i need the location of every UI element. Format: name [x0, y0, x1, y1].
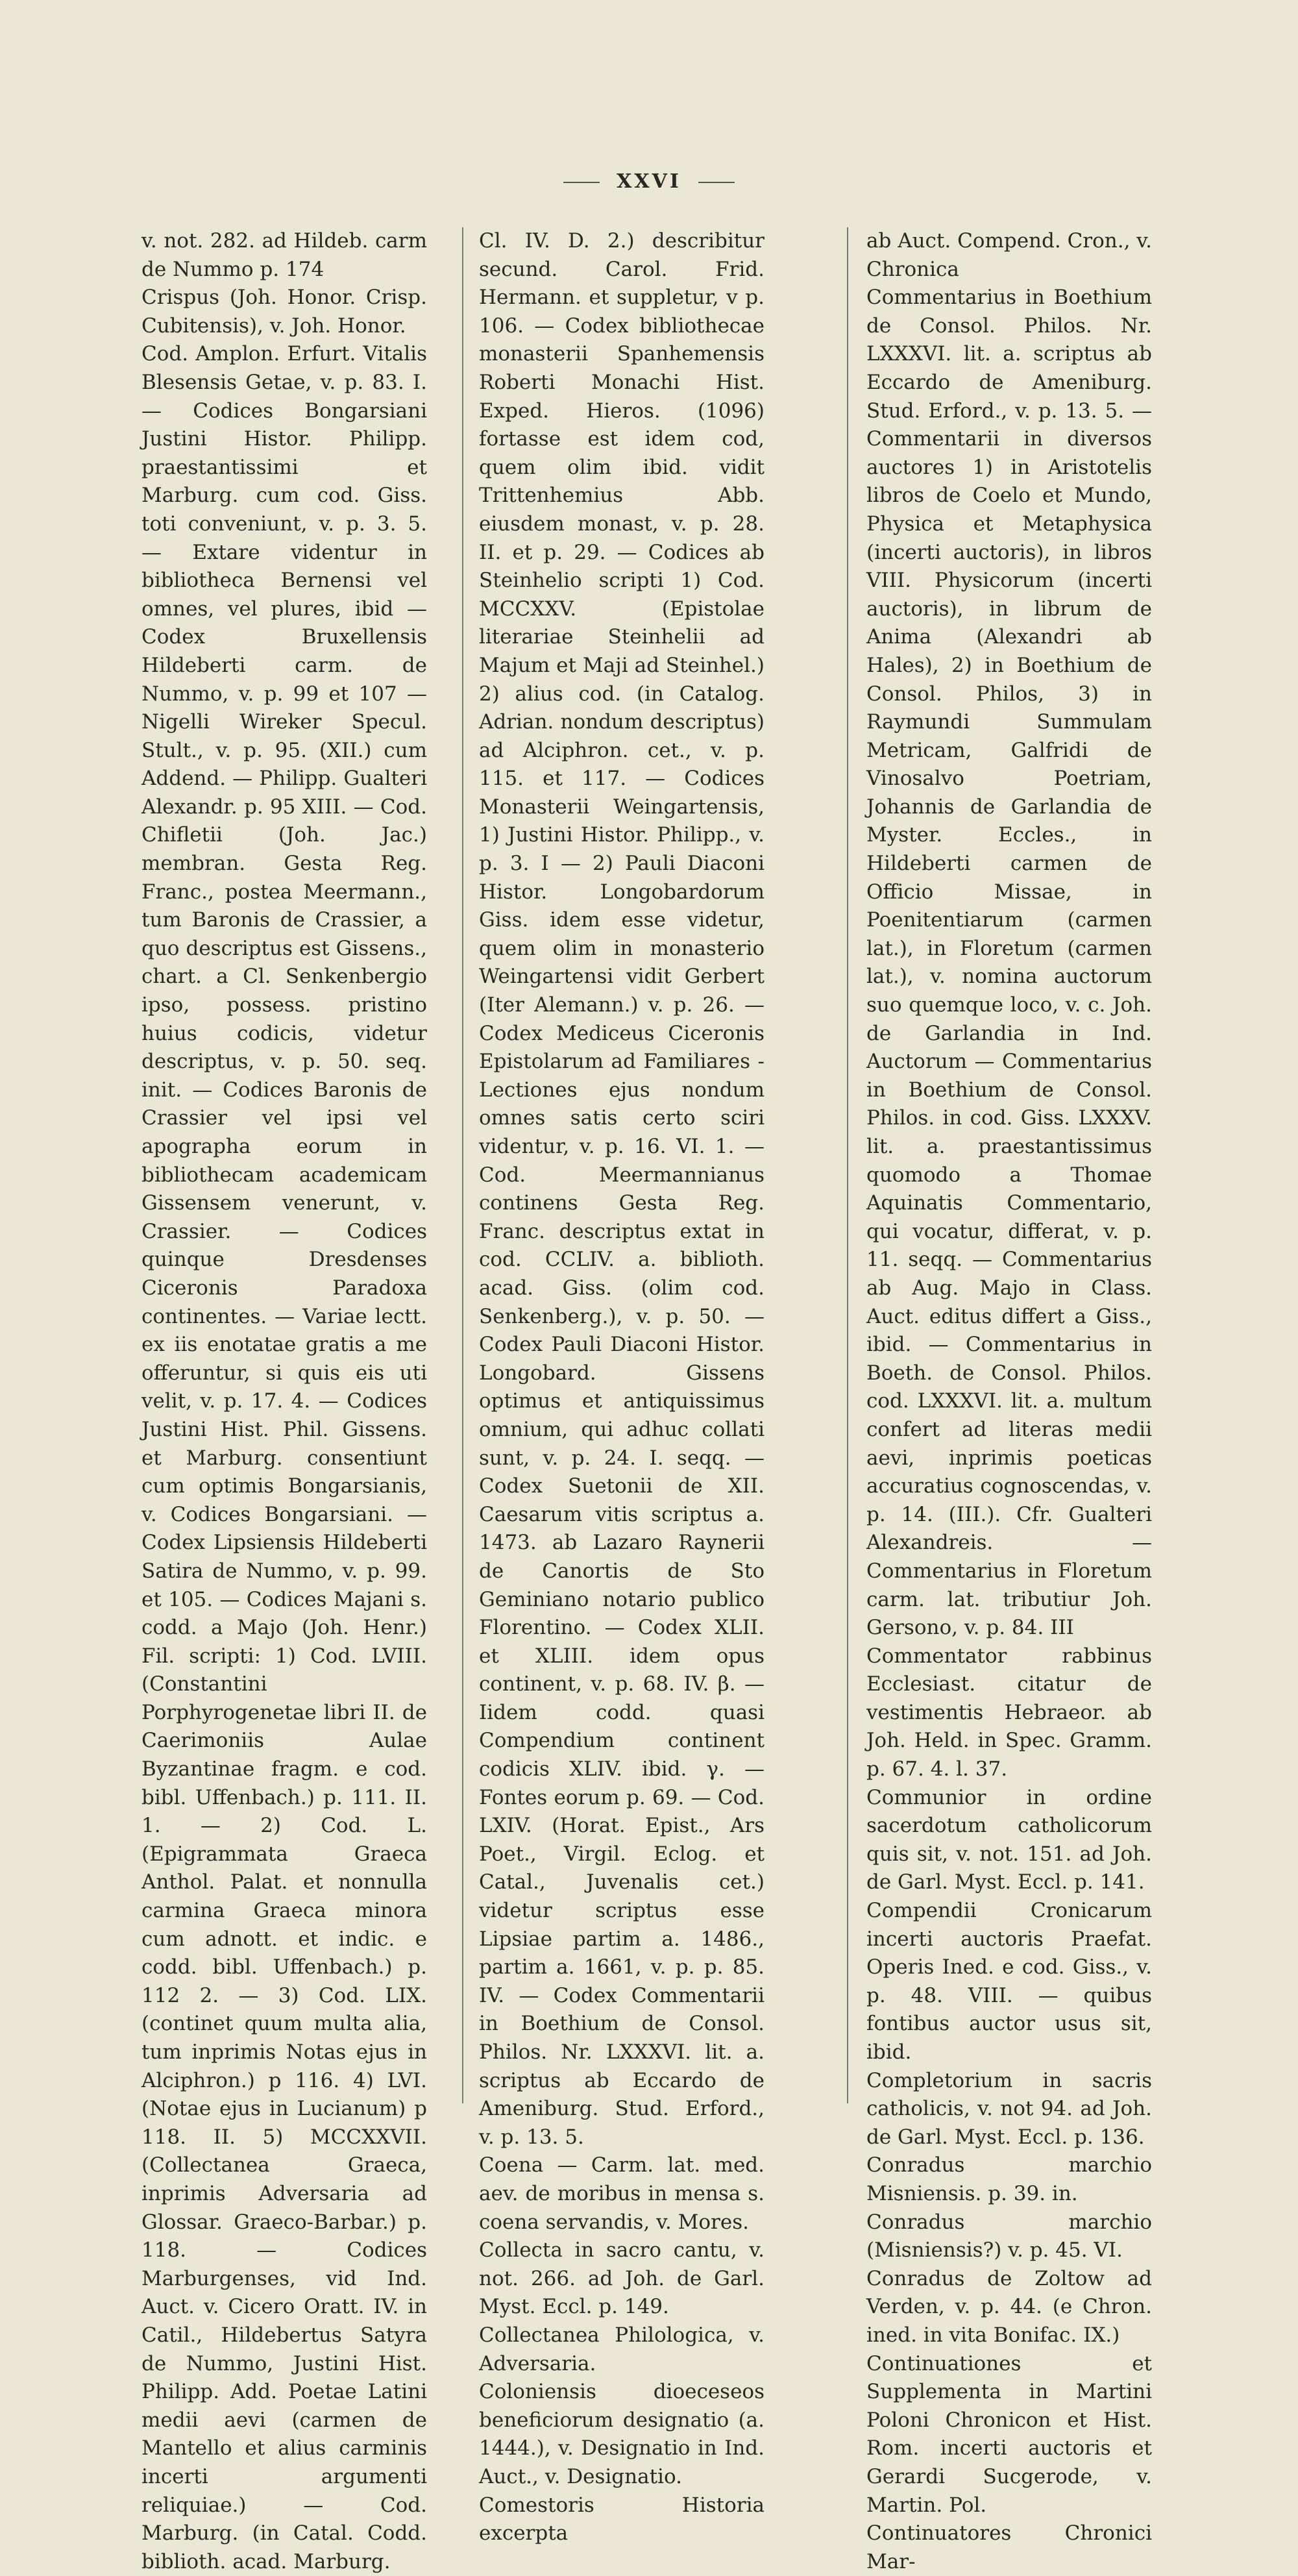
- header-rule-left: [563, 182, 600, 183]
- index-column-3: ab Auct. Compend. Cron., v. Chronica Commentarius in Boethium de Consol. Philos. Nr. LXXXVI. lit. a. scriptus ab Eccardo de Ameniburg. Stud. Erford., v. p. 13. 5. — Commentarii in diversos auctores 1) in Aristotelis libros de Coelo et Mundo, Physica et Metaphysica (incerti auctoris), in libros VIII. Physicorum (incerti auctoris), in librum de Anima (Alexandri ab Hales), 2) in Boethium de Consol. Philos, 3) in Raymundi Summulam Metricam, Galfridi de Vinosalvo Poetriam, Johannis de Garlandia de Myster. Eccles., in Hildeberti carmen de Officio Missae, in Poenitentiarum (carmen lat.), in Floretum (carmen lat.), v. nomina auctorum suo quemque loco, v. c. Joh. de Garlandia in Ind. Auctorum — Commentarius in Boethium de Consol. Philos. in cod. Giss. LXXXV. lit. a. praestantissimus quomodo a Thomae Aquinatis Commentario, qui vocatur, differat, v. p. 11. seqq. — Commentarius ab Aug. Majo in Class. Auct. editus differt a Giss., ibid. — Commentarius in Boeth. de Consol. Philos. cod. LXXXVI. lit. a. multum confert ad literas medii aevi, inprimis poeticas accuratius cognoscendas, v. p. 14. (III.). Cfr. Gualteri Alexandreis. — Commentarius in Floretum carm. lat. tributiur Joh. Gersono, v. p. 84. III Commentator rabbinus Ecclesiast. citatur de vestimentis Hebraeor. ab Joh. Held. in Spec. Gramm. p. 67. 4. l. 37. Communior in ordine sacerdotum catholicorum quis sit, v. not. 151. ad Joh. de Garl. Myst. Eccl. p. 141. Compendii Cronicarum incerti auctoris Praefat. Operis Ined. e cod. Giss., v. p. 48. VIII. — quibus fontibus auctor usus sit, ibid. Completorium in sacris catholicis, v. not 94. ad Joh. de Garl. Myst. Eccl. p. 136. Conradus marchio Misniensis. p. 39. in. Conradus marchio (Misniensis?) v. p. 45. VI. Conradus de Zoltow ad Verden, v. p. 44. (e Chron. ined. in vita Bonifac. IX.) Continuationes et Supplementa in Martini Poloni Chronicon et Hist. Rom. incerti auctoris et Gerardi Sucgerode, v. Martin. Pol. Continuatores Chronici Mar-: [866, 229, 1152, 2573]
- page-number: XXVI: [617, 170, 681, 193]
- index-column-2: Cl. IV. D. 2.) describitur secund. Carol. Frid. Hermann. et suppletur, v p. 106. — Codex bibliothecae monasterii Spanhemensis Roberti Monachi Hist. Exped. Hieros. (1096) fortasse est idem cod, quem olim ibid. vidit Trittenhemius Abb. eiusdem monast, v. p. 28. II. et p. 29. — Codices ab Steinhelio scripti 1) Cod. MCCXXV. (Epistolae literariae Steinhelii ad Majum et Maji ad Steinhel.) 2) alius cod. (in Catalog. Adrian. nondum descriptus) ad Alciphron. cet., v. p. 115. et 117. — Codices Monasterii Weingartensis, 1) Justini Histor. Philipp., v. p. 3. I — 2) Pauli Diaconi Histor. Longobardorum Giss. idem esse videtur, quem olim in monasterio Weingartensi vidit Gerbert (Iter Alemann.) v. p. 26. — Codex Mediceus Ciceronis Epistolarum ad Familiares - Lectiones ejus nondum omnes satis certo sciri videntur, v. p. 16. VI. 1. — Cod. Meermannianus continens Gesta Reg. Franc. descriptus extat in cod. CCLIV. a. biblioth. acad. Giss. (olim cod. Senkenberg.), v. p. 50. — Codex Pauli Diaconi Histor. Longobard. Gissens optimus et antiquissimus omnium, qui adhuc collati sunt, v. p. 24. I. seqq. — Codex Suetonii de XII. Caesarum vitis scriptus a. 1473. ab Lazaro Raynerii de Canortis de Sto Geminiano notario publico Florentino. — Codex XLII. et XLIII. idem opus continent, v. p. 68. IV. β. — Iidem codd. quasi Compendium continent codicis XLIV. ibid. γ. — Fontes eorum p. 69. — Cod. LXIV. (Horat. Epist., Ars Poet., Virgil. Eclog. et Catal., Juvenalis cet.) videtur scriptus esse Lipsiae partim a. 1486., partim a. 1661, v. p. p. 85. IV. — Codex Commentarii in Boethium de Consol. Philos. Nr. LXXXVI. lit. a. scriptus ab Eccardo de Ameniburg. Stud. Erford., v. p. 13. 5. Coena — Carm. lat. med. aev. de moribus in mensa s. coena servandis, v. Mores. Collecta in sacro cantu, v. not. 266. ad Joh. de Garl. Myst. Eccl. p. 149. Collectanea Philologica, v. Adversaria. Coloniensis dioeceseos beneficiorum designatio (a. 1444.), v. Designatio in Ind. Auct., v. Designatio. Comestoris Historia excerpta: [479, 229, 765, 2545]
- index-column-1: v. not. 282. ad Hildeb. carm de Nummo p. 174 Crispus (Joh. Honor. Crisp. Cubitensis), v. Joh. Honor. Cod. Amplon. Erfurt. Vitalis Blesensis Getae, v. p. 83. I. — Codices Bongarsiani Justini Histor. Philipp. praestantissimi et Marburg. cum cod. Giss. toti conveniunt, v. p. 3. 5. — Extare videntur in bibliotheca Bernensi vel omnes, vel plures, ibid — Codex Bruxellensis Hildeberti carm. de Nummo, v. p. 99 et 107 — Nigelli Wireker Specul. Stult., v. p. 95. (XII.) cum Addend. — Philipp. Gualteri Alexandr. p. 95 XIII. — Cod. Chifletii (Joh. Jac.) membran. Gesta Reg. Franc., postea Meermann., tum Baronis de Crassier, a quo descriptus est Gissens., chart. a Cl. Senkenbergio ipso, possess. pristino huius codicis, videtur descriptus, v. p. 50. seq. init. — Codices Baronis de Crassier vel ipsi vel apographa eorum in bibliothecam academicam Gissensem venerunt, v. Crassier. — Codices quinque Dresdenses Ciceronis Paradoxa continentes. — Variae lectt. ex iis enotatae gratis a me offeruntur, si quis eis uti velit, v. p. 17. 4. — Codices Justini Hist. Phil. Gissens. et Marburg. consentiunt cum optimis Bongarsianis, v. Codices Bongarsiani. — Codex Lipsiensis Hildeberti Satira de Nummo, v. p. 99. et 105. — Codices Majani s. codd. a Majo (Joh. Henr.) Fil. scripti: 1) Cod. LVIII. (Constantini Porphyrogenetae libri II. de Caerimoniis Aulae Byzantinae fragm. e cod. bibl. Uffenbach.) p. 111. II. 1. — 2) Cod. L. (Epigrammata Graeca Anthol. Palat. et nonnulla carmina Graeca minora cum adnott. et indic. e codd. bibl. Uffenbach.) p. 112 2. — 3) Cod. LIX. (continet quum multa alia, tum inprimis Notas ejus in Alciphron.) p 116. 4) LVI. (Notae ejus in Lucianum) p 118. II. 5) MCCXXVII. (Collectanea Graeca, inprimis Adversaria ad Glossar. Graeco-Barbar.) p. 118. — Codices Marburgenses, vid Ind. Auct. v. Cicero Oratt. IV. in Catil., Hildebertus Satyra de Nummo, Justini Hist. Philipp. Add. Poetae Latini medii aevi (carmen de Mantello et alius carminis incerti argumenti reliquiae.) — Cod. Marburg. (in Catal. Codd. biblioth. acad. Marburg.: [141, 229, 427, 2573]
- page-header: [0, 170, 1298, 193]
- column-divider: [847, 227, 848, 2103]
- column-divider: [462, 227, 463, 2103]
- header-rule-right: [698, 182, 735, 183]
